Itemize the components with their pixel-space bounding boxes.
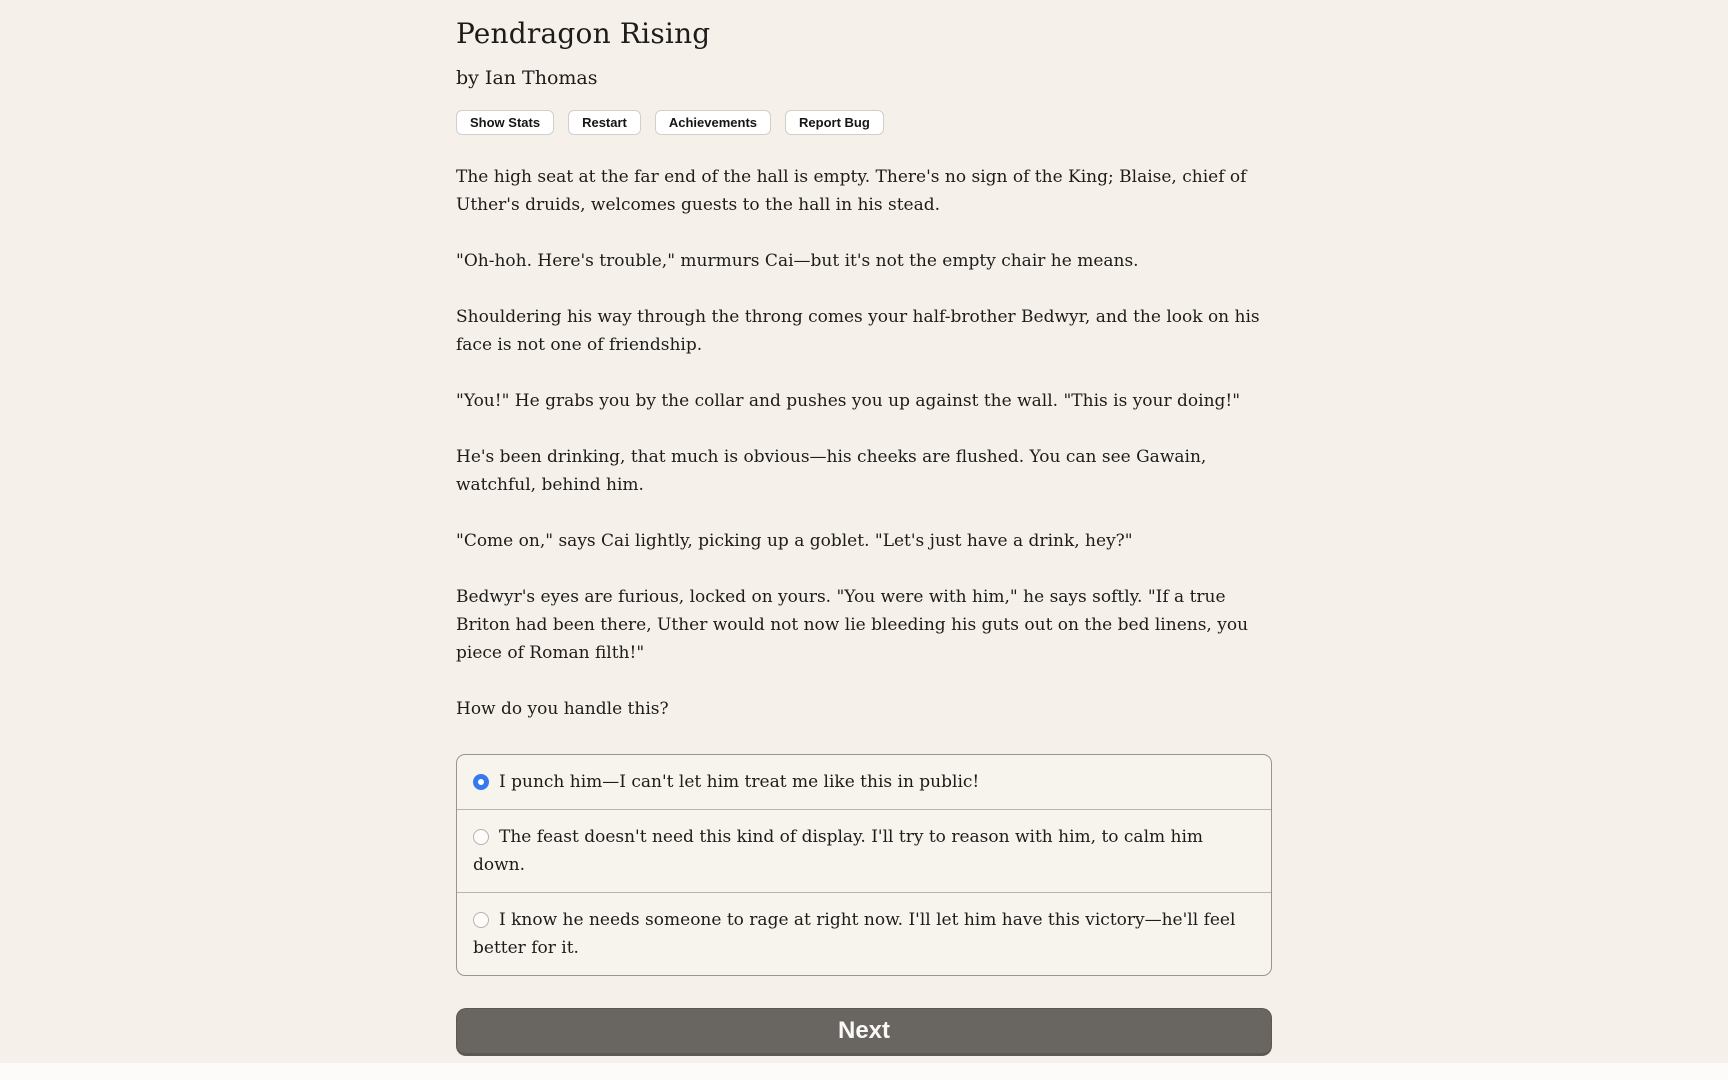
choice-option-label: The feast doesn't need this kind of display. I'll try to reason with him, to calm him down. — [473, 827, 1204, 876]
story-paragraph: He's been drinking, that much is obvious—his cheeks are flushed. You can see Gawain, watchful, behind him. — [456, 447, 1207, 496]
author-byline: by Ian Thomas — [456, 67, 598, 89]
story-paragraph: The high seat at the far end of the hall is empty. There's no sign of the King; Blaise, chief of Uther's druids, welcomes guests to the hall in his stead. — [456, 167, 1247, 216]
achievements-button[interactable]: Achievements — [655, 110, 771, 136]
story-paragraph: Bedwyr's eyes are furious, locked on yours. "You were with him," he says softly. "If a true Briton had been there, Uther would not now lie bleeding his guts out on the bed linens, you piece of Roman filth!" — [456, 587, 1249, 664]
bottom-strip — [0, 1063, 1728, 1080]
choice-option[interactable] — [457, 892, 1271, 975]
restart-button[interactable]: Restart — [568, 110, 641, 136]
choice-option-label: I know he needs someone to rage at right now. I'll let him have this victory—he'll feel better for it. — [473, 910, 1236, 959]
choice-question: How do you handle this? — [456, 699, 669, 720]
page-title: Pendragon Rising — [456, 17, 711, 50]
choice-option-label: I punch him—I can't let him treat me like this in public! — [499, 772, 980, 793]
radio-icon[interactable] — [473, 829, 489, 845]
story-text — [456, 163, 1272, 723]
show-stats-button[interactable]: Show Stats — [456, 110, 554, 136]
next-button[interactable]: Next — [456, 1008, 1272, 1056]
choice-option[interactable] — [457, 755, 1271, 809]
choice-group — [456, 754, 1272, 976]
radio-icon[interactable] — [473, 774, 489, 790]
game-content — [456, 0, 1272, 1056]
radio-icon[interactable] — [473, 912, 489, 928]
choice-option[interactable] — [457, 809, 1271, 892]
story-paragraph: "You!" He grabs you by the collar and pushes you up against the wall. "This is your doing!" — [456, 391, 1241, 412]
toolbar — [456, 110, 1272, 136]
story-paragraph: "Come on," says Cai lightly, picking up a goblet. "Let's just have a drink, hey?" — [456, 531, 1133, 552]
story-paragraph: "Oh-hoh. Here's trouble," murmurs Cai—but it's not the empty chair he means. — [456, 251, 1139, 272]
story-paragraph: Shouldering his way through the throng comes your half-brother Bedwyr, and the look on his face is not one of friendship. — [456, 307, 1260, 356]
report-bug-button[interactable]: Report Bug — [785, 110, 884, 136]
